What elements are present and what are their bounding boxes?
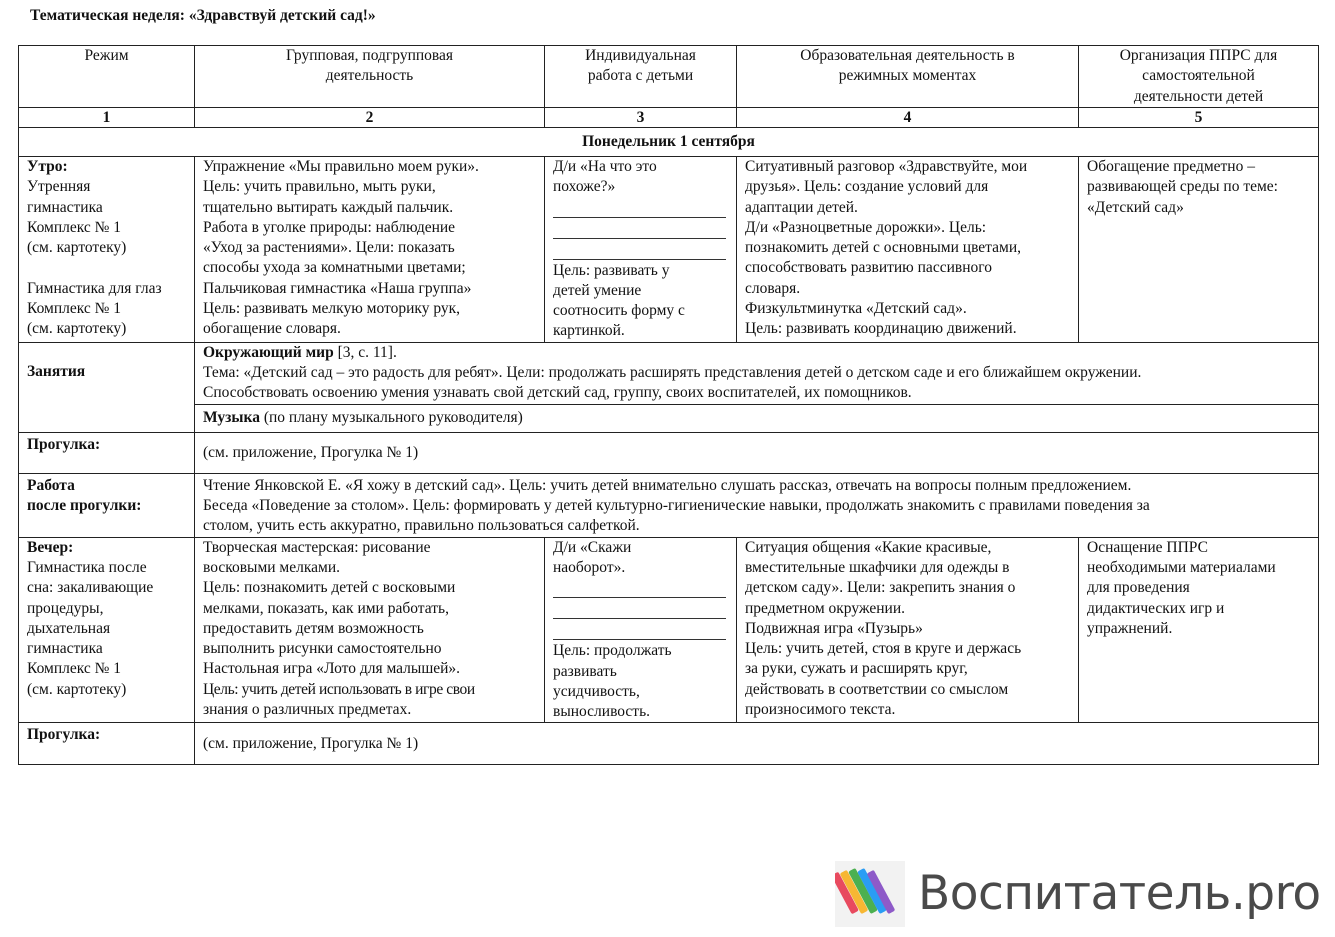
watermark-brand: Воспитатель.pro bbox=[918, 866, 1321, 921]
evening-mode-line: Комплекс № 1 bbox=[27, 660, 122, 678]
pencils-logo-icon bbox=[835, 861, 905, 927]
after-walk-line: столом, учить есть аккуратно, правильно пользоваться салфеткой. bbox=[203, 517, 640, 535]
col-header-educational: Образовательная деятельность в режимных моментах bbox=[737, 46, 1079, 108]
evening-educational-line: за руки, сужать и расширять круг, bbox=[745, 660, 968, 678]
evening-row bbox=[19, 537, 1319, 723]
evening-ppr-line: Оснащение ППРС bbox=[1087, 538, 1208, 556]
evening-ppr-cell bbox=[1079, 537, 1319, 723]
evening-label: Вечер: bbox=[27, 538, 74, 556]
evening-educational-line: предметном окружении. bbox=[745, 599, 906, 617]
morning-ppr-cell bbox=[1079, 157, 1319, 343]
morning-mode-line: гимнастика bbox=[27, 198, 103, 216]
morning-ppr-line: развивающей среды по теме: bbox=[1087, 178, 1278, 196]
walk-label: Прогулка: bbox=[19, 432, 195, 473]
col-number-3: 3 bbox=[545, 108, 737, 128]
classes-subject2-cell bbox=[195, 404, 1319, 432]
evening-mode-cell bbox=[19, 537, 195, 723]
col-number-4: 4 bbox=[737, 108, 1079, 128]
morning-educational-line: способствовать развитию пассивного bbox=[745, 259, 992, 277]
morning-educational-line: познакомить детей с основными цветами, bbox=[745, 239, 1021, 257]
morning-mode-line: Комплекс № 1 bbox=[27, 300, 122, 318]
day-heading: Понедельник 1 сентября bbox=[19, 128, 1319, 157]
blank-fill-line bbox=[553, 219, 726, 239]
morning-educational-line: Ситуативный разговор «Здравствуйте, мои bbox=[745, 158, 1028, 175]
header-row bbox=[19, 46, 1319, 108]
morning-educational-line: адаптации детей. bbox=[745, 198, 858, 216]
evening-group-line: знания о различных предметах. bbox=[203, 701, 412, 719]
morning-mode-cell bbox=[19, 157, 195, 343]
morning-individual-line: картинкой. bbox=[553, 322, 625, 340]
evening-mode-line: дыхательная bbox=[27, 619, 111, 637]
evening-group-line: Цель: учить детей использовать в игре свои bbox=[203, 680, 475, 698]
evening-educational-line: вместительные шкафчики для одежды в bbox=[745, 558, 1010, 576]
morning-individual-line: детей умение bbox=[553, 281, 642, 299]
evening-ppr-line: необходимыми материалами bbox=[1087, 558, 1276, 576]
after-walk-label: Работа bbox=[27, 476, 75, 494]
evening-educational-line: действовать в соответствии со смыслом bbox=[745, 680, 1009, 698]
morning-group-line: Работа в уголке природы: наблюдение bbox=[203, 218, 456, 236]
evening-walk-row bbox=[19, 723, 1319, 765]
evening-individual-line: Д/и «Скажи bbox=[553, 538, 632, 556]
morning-mode-line bbox=[27, 258, 186, 278]
evening-ppr-line: упражнений. bbox=[1087, 619, 1173, 637]
evening-educational-line: Подвижная игра «Пузырь» bbox=[745, 619, 923, 637]
col-number-5: 5 bbox=[1079, 108, 1319, 128]
day-row bbox=[19, 128, 1319, 157]
morning-individual-line: Цель: развивать у bbox=[553, 261, 670, 279]
blank-fill-line bbox=[553, 578, 726, 598]
morning-group-line: Упражнение «Мы правильно моем руки». bbox=[203, 158, 479, 175]
col-number-1: 1 bbox=[19, 108, 195, 128]
column-number-row bbox=[19, 108, 1319, 128]
blank-fill-line bbox=[553, 198, 726, 218]
evening-educational-line: детском саду». Цели: закрепить знания о bbox=[745, 579, 1016, 597]
classes-music-row bbox=[19, 404, 1319, 432]
col-header-ppr: Организация ППРС для самостоятельной деятельности детей bbox=[1079, 46, 1319, 108]
evening-walk-label: Прогулка: bbox=[19, 723, 195, 765]
evening-individual-line: развивать bbox=[553, 662, 617, 680]
morning-group-line: «Уход за растениями». Цели: показать bbox=[203, 239, 455, 257]
weekly-plan-table bbox=[18, 45, 1319, 765]
col-number-2: 2 bbox=[195, 108, 545, 128]
morning-individual-line: соотносить форму с bbox=[553, 302, 685, 320]
morning-ppr-line: «Детский сад» bbox=[1087, 198, 1184, 216]
evening-educational-line: Ситуация общения «Какие красивые, bbox=[745, 538, 992, 556]
blank-fill-line bbox=[553, 240, 726, 260]
evening-group-line: Настольная игра «Лото для малышей». bbox=[203, 660, 461, 678]
after-walk-label-cell bbox=[19, 473, 195, 537]
evening-group-line: Цель: познакомить детей с восковыми bbox=[203, 579, 456, 597]
page-title: Тематическая неделя: «Здравствуй детский сад!» bbox=[30, 7, 376, 24]
walk-text: (см. приложение, Прогулка № 1) bbox=[195, 432, 1319, 473]
evening-educational-line: Цель: учить детей, стоя в круге и держась bbox=[745, 640, 1022, 658]
classes-label: Занятия bbox=[19, 342, 195, 432]
evening-walk-text: (см. приложение, Прогулка № 1) bbox=[195, 723, 1319, 765]
classes-topic-line: Способствовать освоению умения узнавать свой детский сад, группу, своих воспитателей, их помощников. bbox=[203, 384, 912, 402]
morning-educational-line: словаря. bbox=[745, 279, 801, 297]
after-walk-line: Чтение Янковской Е. «Я хожу в детский сад». Цель: учить детей внимательно слушать рассказ, отвечать на вопросы полным предложением. bbox=[203, 476, 1132, 494]
evening-mode-line: гимнастика bbox=[27, 640, 103, 658]
subject-surrounding-world: Окружающий мир bbox=[203, 343, 334, 361]
evening-educational-cell bbox=[737, 537, 1079, 723]
blank-fill-line bbox=[553, 620, 726, 640]
morning-individual-cell bbox=[545, 157, 737, 343]
evening-individual-line: наоборот». bbox=[553, 558, 626, 576]
evening-ppr-line: дидактических игр и bbox=[1087, 599, 1225, 617]
evening-individual-line: выносливость. bbox=[553, 703, 651, 721]
morning-educational-line: Физкультминутка «Детский сад». bbox=[745, 300, 967, 318]
walk-row bbox=[19, 432, 1319, 473]
evening-individual-line: усидчивость, bbox=[553, 682, 640, 700]
after-walk-label: после прогулки: bbox=[27, 496, 142, 514]
morning-row bbox=[19, 157, 1319, 343]
after-walk-row bbox=[19, 473, 1319, 537]
evening-group-line: выполнить рисунки самостоятельно bbox=[203, 640, 442, 658]
morning-individual-line: Д/и «На что это bbox=[553, 158, 657, 175]
classes-subject1-cell bbox=[195, 342, 1319, 404]
morning-group-line: Цель: учить правильно, мыть руки, bbox=[203, 178, 436, 196]
morning-label: Утро: bbox=[27, 158, 68, 175]
after-walk-line: Беседа «Поведение за столом». Цель: формировать у детей культурно-гигиенические навыки, продолжать знакомить с правилами поведения за bbox=[203, 496, 1150, 514]
evening-group-line: восковыми мелками. bbox=[203, 558, 341, 576]
morning-individual-line: похоже?» bbox=[553, 178, 616, 196]
morning-group-line: Пальчиковая гимнастика «Наша группа» bbox=[203, 279, 472, 297]
morning-educational-line: Д/и «Разноцветные дорожки». Цель: bbox=[745, 218, 987, 236]
col-header-mode: Режим bbox=[19, 46, 195, 108]
morning-group-line: тщательно вытирать каждый пальчик. bbox=[203, 198, 454, 216]
morning-educational-line: Цель: развивать координацию движений. bbox=[745, 320, 1017, 338]
morning-group-cell bbox=[195, 157, 545, 343]
evening-mode-line: сна: закаливающие bbox=[27, 579, 154, 597]
evening-ppr-line: для проведения bbox=[1087, 579, 1190, 597]
classes-row bbox=[19, 342, 1319, 404]
blank-fill-line bbox=[553, 599, 726, 619]
evening-mode-line: Гимнастика после bbox=[27, 558, 147, 576]
evening-individual-cell bbox=[545, 537, 737, 723]
evening-mode-line: (см. картотеку) bbox=[27, 680, 127, 698]
morning-mode-line: (см. картотеку) bbox=[27, 320, 127, 338]
morning-educational-line: друзья». Цель: создание условий для bbox=[745, 178, 989, 196]
morning-ppr-line: Обогащение предметно – bbox=[1087, 158, 1255, 175]
evening-group-line: мелками, показать, как ими работать, bbox=[203, 599, 449, 617]
morning-group-line: способы ухода за комнатными цветами; bbox=[203, 259, 466, 277]
morning-mode-line: Утренняя bbox=[27, 178, 91, 196]
morning-group-line: Цель: развивать мелкую моторику рук, bbox=[203, 300, 461, 318]
col-header-group: Групповая, подгрупповая деятельность bbox=[195, 46, 545, 108]
col-header-individual: Индивидуальная работа с детьми bbox=[545, 46, 737, 108]
morning-educational-cell bbox=[737, 157, 1079, 343]
morning-mode-line: Комплекс № 1 bbox=[27, 218, 122, 236]
subject-reference: [3, с. 11]. bbox=[333, 343, 397, 361]
evening-group-line: Творческая мастерская: рисование bbox=[203, 538, 431, 556]
evening-educational-line: произносимого текста. bbox=[745, 701, 896, 719]
subject-music-note: (по плану музыкального руководителя) bbox=[259, 409, 523, 427]
subject-music: Музыка bbox=[203, 409, 260, 427]
evening-group-cell bbox=[195, 537, 545, 723]
after-walk-text-cell bbox=[195, 473, 1319, 537]
classes-topic-line: Тема: «Детский сад – это радость для ребят». Цели: продолжать расширять представления детей о детском саде и его ближайшем окружении. bbox=[203, 364, 1142, 382]
morning-mode-line: (см. картотеку) bbox=[27, 239, 127, 257]
evening-individual-line: Цель: продолжать bbox=[553, 642, 672, 660]
evening-mode-line: процедуры, bbox=[27, 599, 104, 617]
morning-group-line: обогащение словаря. bbox=[203, 320, 341, 338]
evening-group-line: предоставить детям возможность bbox=[203, 619, 424, 637]
morning-mode-line: Гимнастика для глаз bbox=[27, 279, 162, 297]
